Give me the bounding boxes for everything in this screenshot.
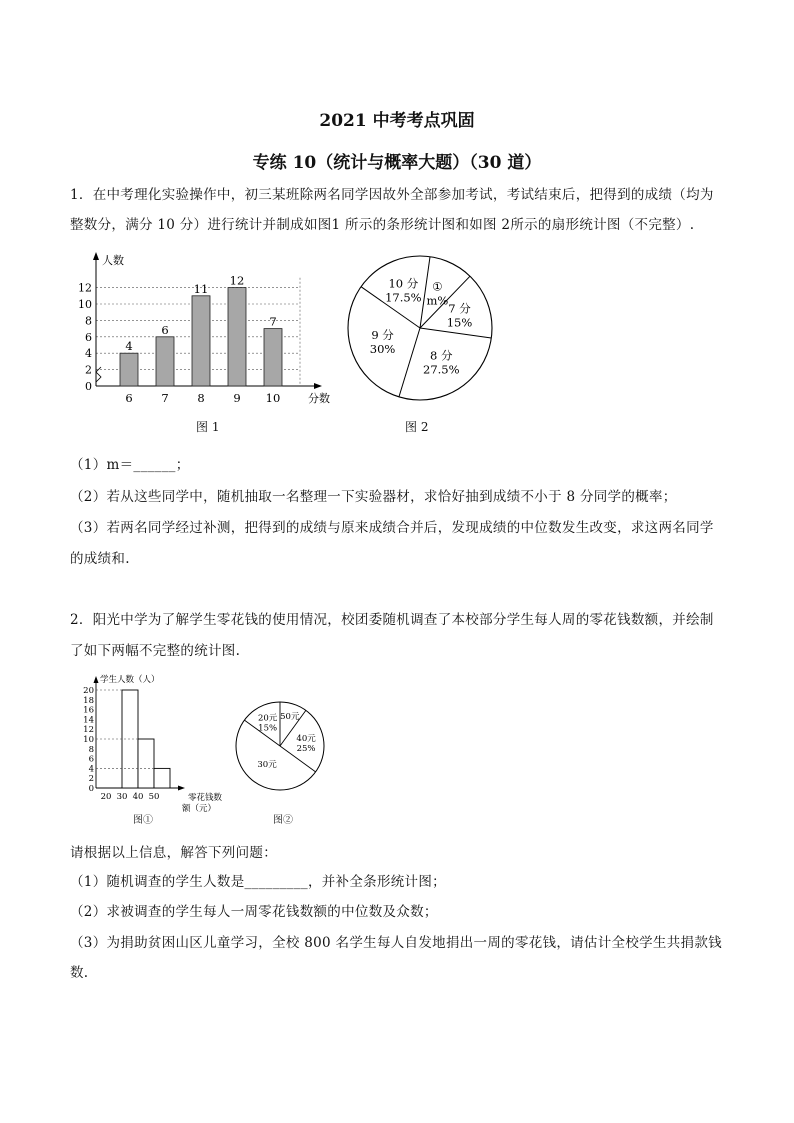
x-tick-label: 20 [100, 792, 112, 802]
data-label: 12 [229, 273, 245, 288]
y-tick-label: 8 [88, 744, 94, 755]
pie-slice-label: 9 分 [371, 327, 394, 342]
q1-sub3-line1: （3）若两名同学经过补测，把得到的成绩与原来成绩合并后，发现成绩的中位数发生改变，求这两名同学 [70, 520, 714, 536]
q2-fig1-caption: 图① [133, 815, 153, 826]
pie-slice-percent: m% [426, 293, 449, 308]
x-tick-label: 9 [233, 391, 241, 405]
y-tick-label: 18 [83, 695, 94, 706]
q2-sub3-line1: （3）为捐助贫困山区儿童学习，全校 800 名学生每人自发地捐出一周的零花钱，请估计全校学生共捐款钱 [70, 935, 722, 951]
pie-slice-label: 50元 [280, 711, 300, 722]
q2-sub3-line2: 数. [70, 965, 89, 981]
q1-bar-chart [72, 248, 344, 410]
data-label: 7 [269, 314, 277, 329]
x-axis-arrow [314, 383, 322, 389]
x-tick-label: 6 [125, 391, 133, 405]
data-label: 6 [161, 322, 169, 337]
y-tick-label: 12 [78, 281, 92, 295]
pie-slice-label: 10 分 [388, 276, 419, 291]
pie-slice-percent: 27.5% [423, 362, 460, 377]
y-axis-label: 人数 [102, 254, 124, 267]
q1-fig1-caption: 图 1 [196, 420, 220, 434]
y-tick-label: 20 [83, 686, 94, 696]
y-tick-label: 16 [83, 705, 94, 716]
y-tick-label: 2 [85, 363, 92, 377]
x-tick-label: 50 [148, 792, 160, 802]
x-axis-label: 分数 [308, 392, 330, 405]
y-axis-arrow [94, 676, 99, 683]
bar [138, 739, 154, 788]
x-axis-arrow [178, 786, 185, 791]
q1-sub1: （1）m＝______； [70, 457, 190, 473]
pie-slice-percent: 15% [258, 723, 278, 734]
y-tick-label: 6 [85, 330, 92, 344]
y-tick-label: 10 [83, 735, 94, 745]
pie-slice-percent: 25% [296, 743, 316, 754]
pie-slice-label: 30元 [257, 759, 277, 770]
page-title: 2021 中考考点巩固 [319, 111, 475, 131]
bar [264, 329, 282, 386]
x-axis-label-line1: 零花钱数 [188, 793, 223, 803]
q2-bar-chart [78, 672, 238, 812]
x-tick-label: 40 [132, 792, 144, 802]
pie-slice-label: 8 分 [430, 348, 453, 363]
q1-pie-chart [342, 252, 502, 402]
pie-slice-label: 20元 [257, 713, 278, 724]
data-label: 11 [193, 281, 209, 296]
q2-sub1: （1）随机调查的学生人数是_________，并补全条形统计图； [70, 874, 446, 890]
q2-intro: 请根据以上信息，解答下列问题： [70, 845, 277, 861]
page-subtitle: 专练 10（统计与概率大题）（30 道） [252, 153, 542, 173]
y-tick-label: 4 [88, 764, 94, 775]
y-tick-label: 14 [83, 715, 94, 726]
y-tick-label: 8 [85, 314, 92, 328]
bar [120, 353, 138, 386]
y-tick-label: 0 [85, 380, 92, 393]
q2-sub2: （2）求被调查的学生每人一周零花钱数额的中位数及众数； [70, 904, 438, 920]
y-tick-label: 0 [88, 784, 94, 794]
pie-slice-label: 7 分 [448, 301, 471, 316]
y-tick-label: 2 [88, 774, 94, 785]
q2-fig2-caption: 图② [273, 815, 293, 826]
bar [154, 768, 170, 788]
y-tick-label: 10 [78, 298, 92, 311]
y-axis-arrow [93, 252, 99, 260]
data-label: 4 [125, 339, 133, 354]
x-tick-label: 8 [197, 391, 205, 405]
q2-pie-chart [232, 700, 332, 800]
pie-slice-percent: 30% [369, 341, 396, 356]
q1-stem-line1: 1．在中考理化实验操作中，初三某班除两名同学因故外全部参加考试，考试结束后，把得到的成绩（均为 [70, 187, 714, 203]
y-tick-label: 4 [85, 347, 92, 361]
pie-slice-percent: 17.5% [385, 290, 422, 305]
bar [156, 337, 174, 386]
x-tick-label: 30 [116, 792, 128, 802]
bar [228, 288, 246, 386]
x-tick-label: 7 [161, 391, 169, 405]
y-tick-label: 12 [83, 725, 94, 736]
pie-slice-percent: 15% [446, 315, 473, 330]
q1-stem-line2: 整数分，满分 10 分）进行统计并制成如图1 所示的条形统计图和如图 2所示的扇形统计图（不完整）. [70, 217, 695, 233]
q2-stem-line1: 2．阳光中学为了解学生零花钱的使用情况，校团委随机调查了本校部分学生每人周的零花钱数额，并绘制 [70, 612, 714, 628]
q2-stem-line2: 了如下两幅不完整的统计图. [70, 643, 241, 659]
axis-break [96, 367, 101, 382]
pie-slice-label: ① [432, 279, 443, 294]
y-tick-label: 6 [88, 754, 94, 765]
x-axis-label-line2: 额（元） [182, 804, 217, 812]
q1-sub3-line2: 的成绩和. [70, 551, 130, 567]
q1-sub2: （2）若从这些同学中，随机抽取一名整理一下实验器材，求恰好抽到成绩不小于 8 分同学的概率； [70, 489, 677, 505]
q1-fig2-caption: 图 2 [405, 420, 429, 434]
bar [192, 296, 210, 386]
x-tick-label: 10 [265, 391, 281, 405]
y-axis-label: 学生人数（人） [100, 675, 160, 685]
pie-slice-label: 40元 [296, 733, 316, 744]
